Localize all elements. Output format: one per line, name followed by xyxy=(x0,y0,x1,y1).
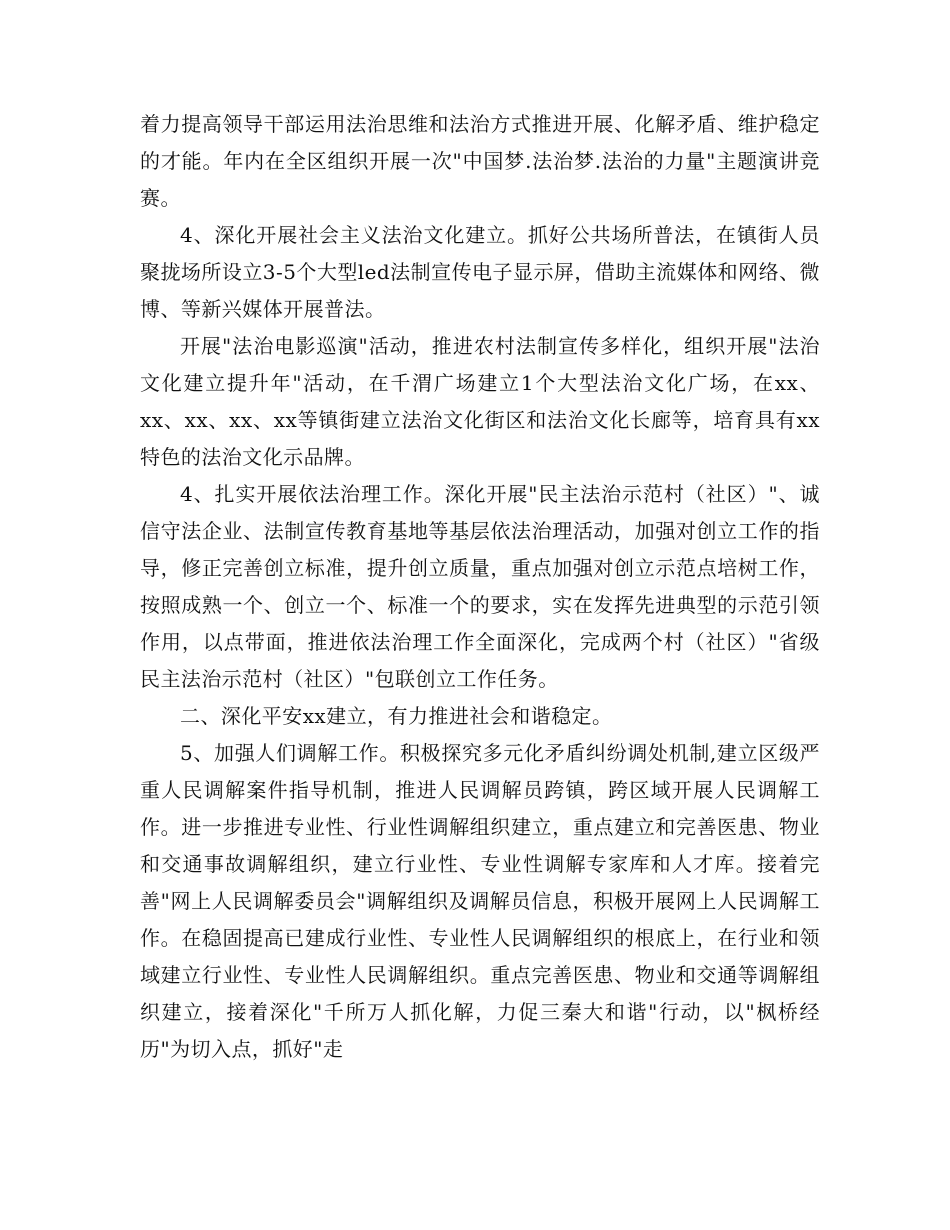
section-heading-peace: 二、深化平安xx建立，有力推进社会和谐稳定。 xyxy=(180,704,613,728)
paragraph-film-tour: 开展"法治电影巡演"活动，推进农村法制宣传多样化，组织开展"法治文化建立提升年"活动，在千渭广场建立1个大型法治文化广场，在xx、xx、xx、xx、xx等镇街建立法治文化街区和法治文化长廊等，培育具有xx特色的法治文化示品牌。 xyxy=(140,334,820,469)
paragraph-continued: 着力提高领导干部运用法治思维和法治方式推进开展、化解矛盾、维护稳定的才能。年内在全区组织开展一次"中国梦.法治梦.法治的力量"主题演讲竞赛。 xyxy=(140,112,820,210)
paragraph-legal-culture: 4、深化开展社会主义法治文化建立。抓好公共场所普法，在镇街人员聚拢场所设立3-5个大型led法制宣传电子显示屏，借助主流媒体和网络、微博、等新兴媒体开展普法。 xyxy=(140,223,820,321)
document-body xyxy=(140,106,820,1068)
paragraph-mediation: 5、加强人们调解工作。积极探究多元化矛盾纠纷调处机制,建立区级严重人民调解案件指导机制，推进人民调解员跨镇，跨区域开展人民调解工作。进一步推进专业性、行业性调解组织建立，重点建立和完善医患、物业和交通事故调解组织，建立行业性、专业性调解专家库和人才库。接着完善"网上人民调解委员会"调解组织及调解员信息，积极开展网上人民调解工作。在稳固提高已建成行业性、专业性人民调解组织的根底上，在行业和领域建立行业性、专业性人民调解组织。重点完善医患、物业和交通等调解组织建立，接着深化"千所万人抓化解，力促三秦大和谐"行动，以"枫桥经历"为切入点，抓好"走 xyxy=(140,741,820,1061)
paragraph-governance: 4、扎实开展依法治理工作。深化开展"民主法治示范村（社区）"、诚信守法企业、法制宣传教育基地等基层依法治理活动，加强对创立工作的指导，修正完善创立标准，提升创立质量，重点加强对创立示范点培树工作，按照成熟一个、创立一个、标准一个的要求，实在发挥先进典型的示范引领作用，以点带面，推进依法治理工作全面深化，完成两个村（社区）"省级民主法治示范村（社区）"包联创立工作任务。 xyxy=(140,482,820,691)
